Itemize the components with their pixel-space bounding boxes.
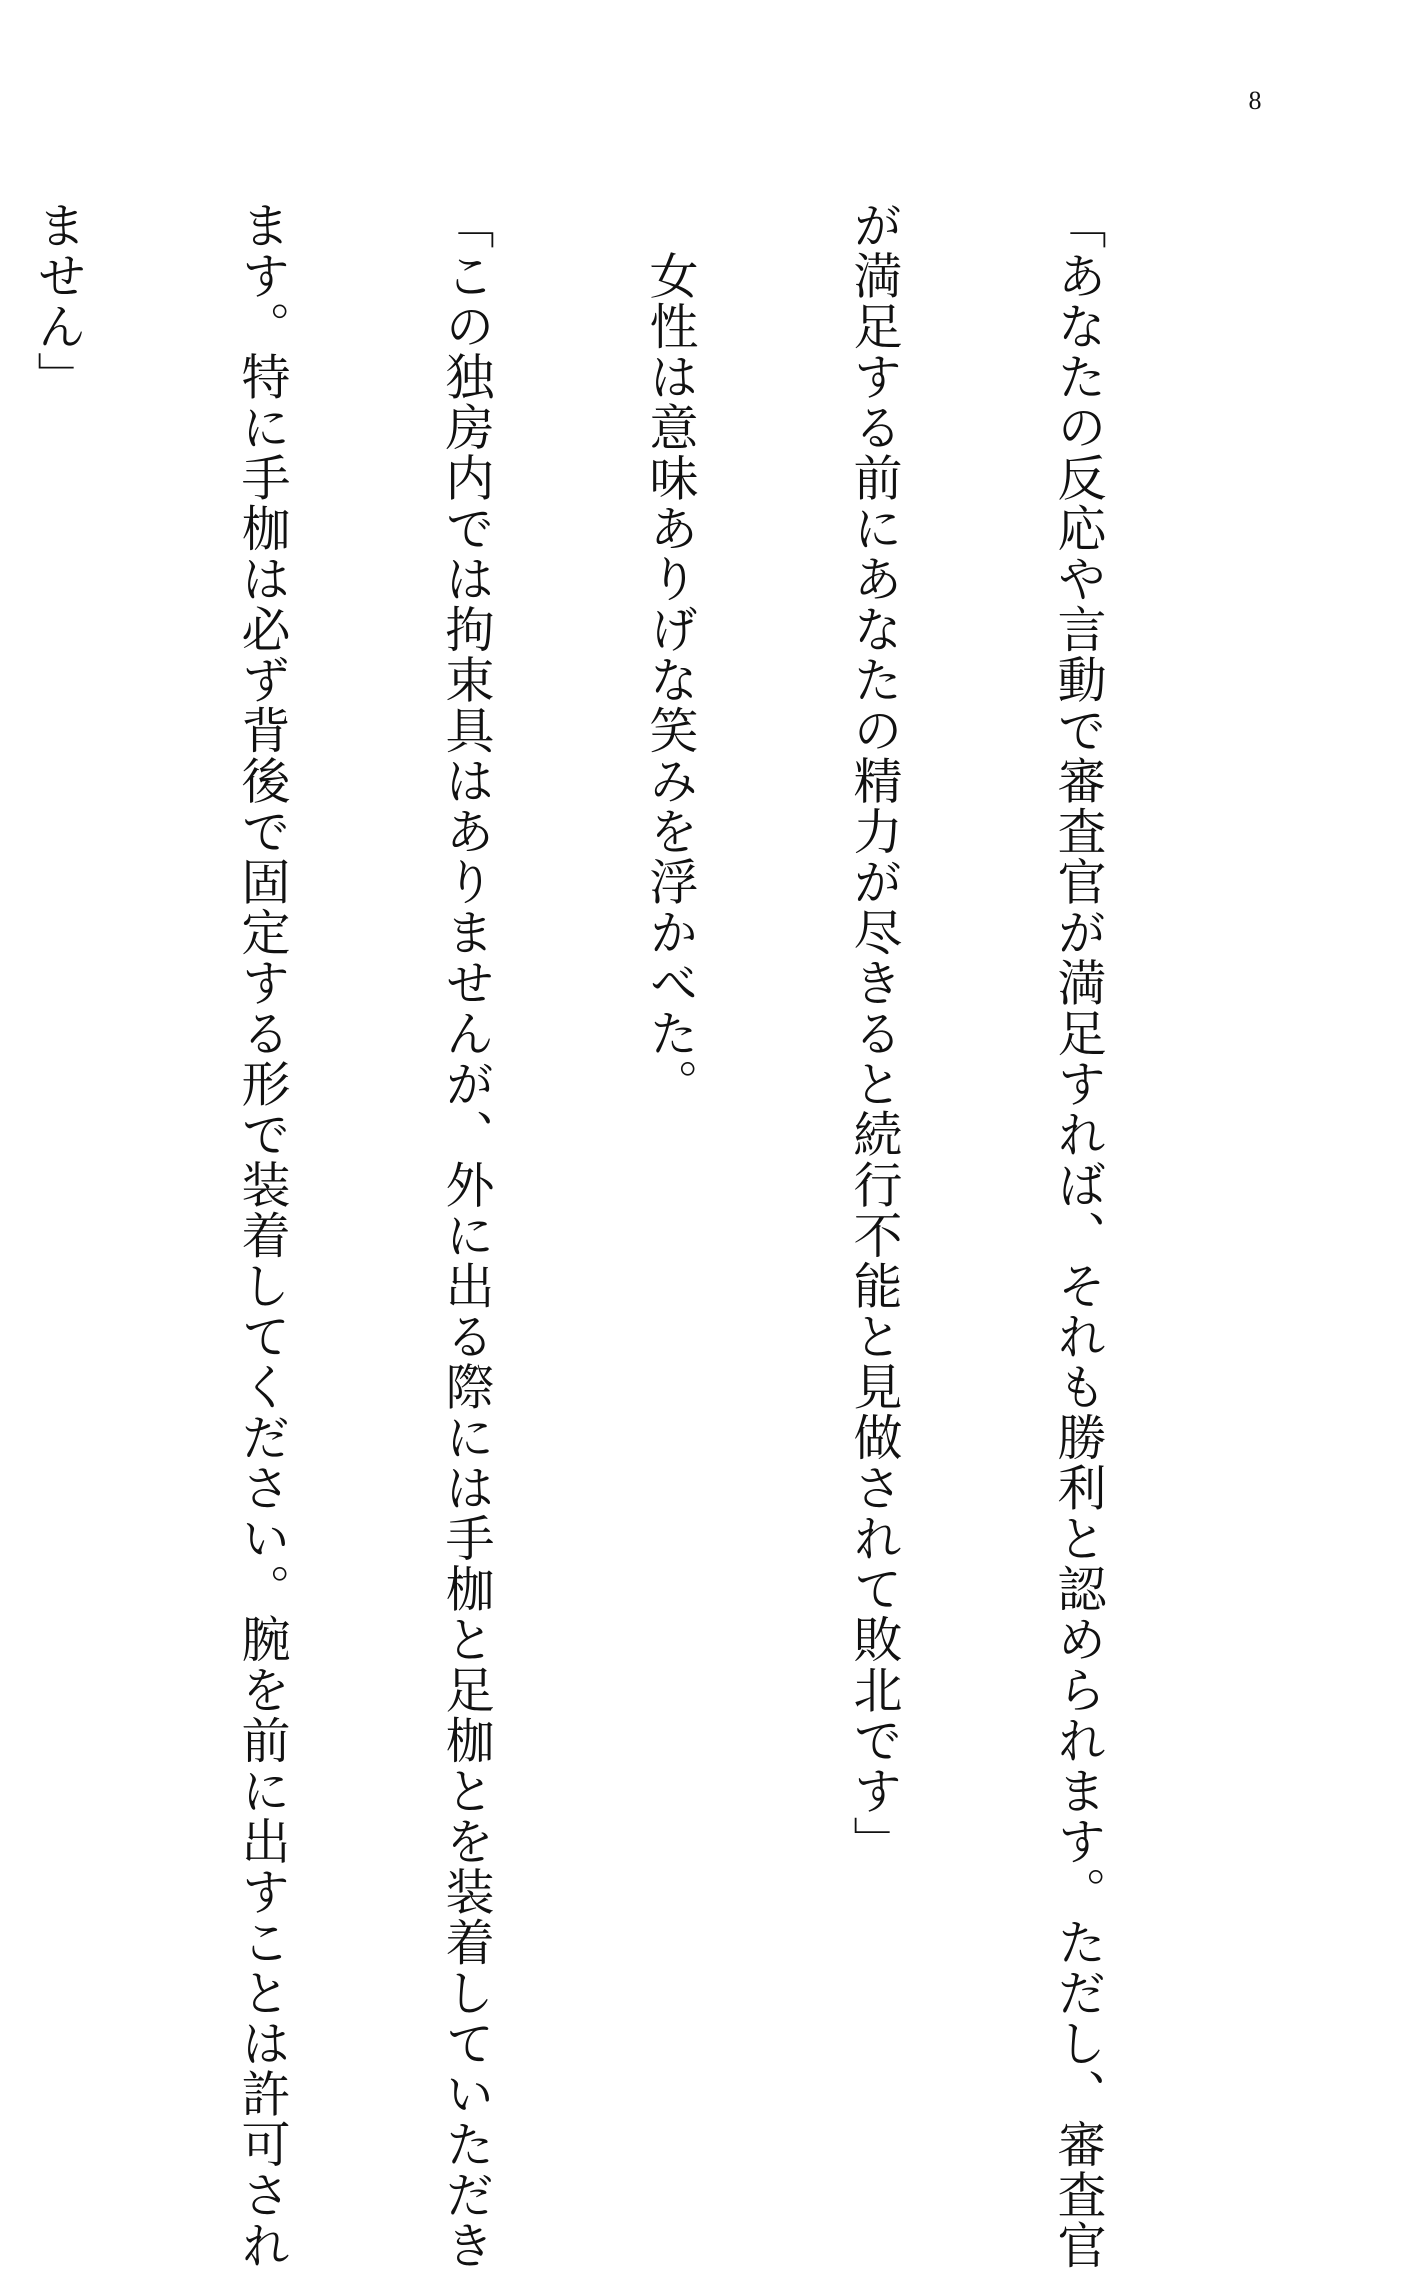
vertical-text-body	[0, 200, 1248, 2271]
text-line-3: 女性は意味ありげな笑みを浮かべた。	[642, 200, 699, 1109]
text-line-6: ません」	[30, 200, 87, 402]
text-line-2: が満足する前にあなたの精力が尽きると続行不能と見做されて敗北です」	[846, 200, 903, 1867]
text-line-5: ます。特に手枷は必ず背後で固定する形で装着してください。腕を前に出すことは許可され	[234, 200, 291, 2271]
page-number: 8	[1248, 86, 1262, 115]
text-line-4: 「この独房内では拘束具はありませんが、外に出る際には手枷と足枷とを装着していただき	[438, 200, 495, 2271]
text-line-1: 「あなたの反応や言動で審査官が満足すれば、それも勝利と認められます。ただし、審査官	[1050, 200, 1107, 2271]
